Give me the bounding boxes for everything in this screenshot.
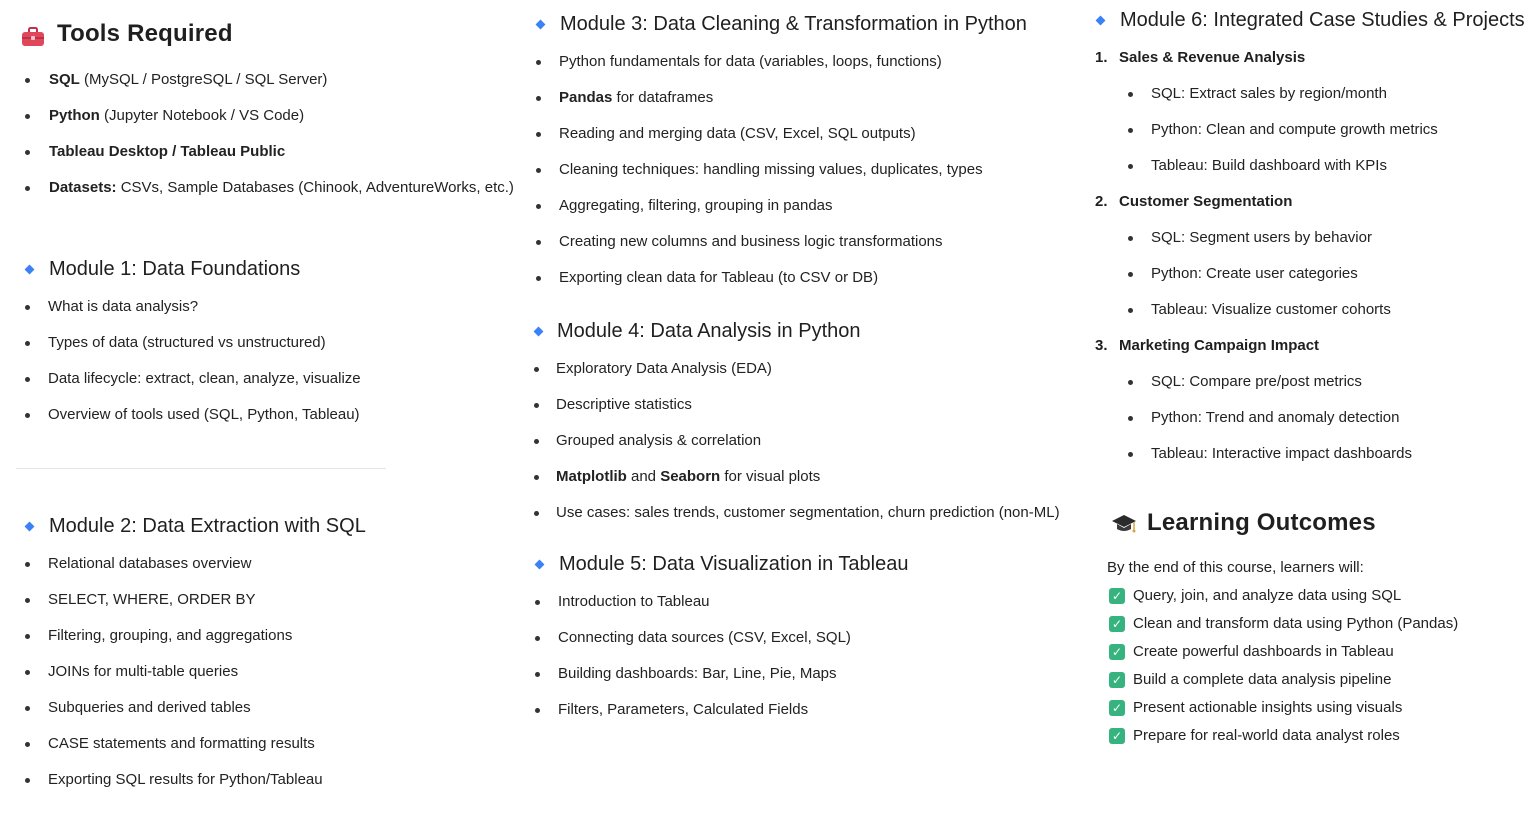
- diamond-icon: [25, 265, 35, 275]
- bullet-icon: [1128, 380, 1133, 385]
- case-item: SQL: Segment users by behavior: [1151, 229, 1372, 246]
- graduation-cap-icon: [1111, 513, 1137, 535]
- module4-item: Descriptive statistics: [556, 396, 692, 413]
- bullet-icon: [1128, 452, 1133, 457]
- toolbox-icon: [21, 27, 45, 47]
- bullet-icon: [535, 708, 540, 713]
- outcome-item: Create powerful dashboards in Tableau: [1133, 643, 1394, 660]
- bullet-icon: [536, 60, 541, 65]
- bullet-icon: [1128, 416, 1133, 421]
- case-number: 3.: [1095, 337, 1108, 354]
- bullet-icon: [535, 600, 540, 605]
- case-item: SQL: Extract sales by region/month: [1151, 85, 1387, 102]
- module6-title: Module 6: Integrated Case Studies & Projects: [1120, 9, 1525, 31]
- bullet-icon: [536, 204, 541, 209]
- case-title: Sales & Revenue Analysis: [1119, 49, 1306, 66]
- check-icon: ✓: [1109, 616, 1125, 632]
- module5-item: Introduction to Tableau: [558, 593, 710, 610]
- module3-item: Aggregating, filtering, grouping in pandas: [559, 197, 833, 214]
- module2-item: Relational databases overview: [48, 555, 252, 572]
- module2-item: CASE statements and formatting results: [48, 735, 315, 752]
- outcome-item: Present actionable insights using visuals: [1133, 699, 1403, 716]
- bullet-icon: [536, 168, 541, 173]
- module3-item: Python fundamentals for data (variables, loops, functions): [559, 53, 942, 70]
- bullet-icon: [1128, 308, 1133, 313]
- bullet-icon: [25, 305, 30, 310]
- module1-title: Module 1: Data Foundations: [49, 258, 301, 280]
- outcome-item: Build a complete data analysis pipeline: [1133, 671, 1392, 688]
- check-icon: ✓: [1109, 644, 1125, 660]
- module2-title: Module 2: Data Extraction with SQL: [49, 515, 366, 537]
- bullet-icon: [536, 132, 541, 137]
- module1-item: Data lifecycle: extract, clean, analyze, visualize: [48, 370, 361, 387]
- diamond-icon: [535, 560, 545, 570]
- module3-item: Pandas for dataframes: [559, 89, 714, 106]
- module3-item: Creating new columns and business logic transformations: [559, 233, 943, 250]
- check-icon: ✓: [1109, 700, 1125, 716]
- bullet-icon: [25, 377, 30, 382]
- bullet-icon: [1128, 236, 1133, 241]
- check-icon: ✓: [1109, 672, 1125, 688]
- bullet-icon: [1128, 272, 1133, 277]
- bullet-icon: [25, 778, 30, 783]
- module2-item: Exporting SQL results for Python/Tableau: [48, 771, 323, 788]
- case-number: 2.: [1095, 193, 1108, 210]
- bullet-icon: [534, 475, 539, 480]
- module3-item: Reading and merging data (CSV, Excel, SQL outputs): [559, 125, 916, 142]
- case-item: Tableau: Interactive impact dashboards: [1151, 445, 1412, 462]
- bullet-icon: [534, 439, 539, 444]
- module1-item: Overview of tools used (SQL, Python, Tableau): [48, 406, 360, 423]
- case-item: SQL: Compare pre/post metrics: [1151, 373, 1362, 390]
- bullet-icon: [25, 562, 30, 567]
- module2-item: SELECT, WHERE, ORDER BY: [48, 591, 256, 608]
- bullet-icon: [1128, 128, 1133, 133]
- case-number: 1.: [1095, 49, 1108, 66]
- outcome-item: Clean and transform data using Python (Pandas): [1133, 615, 1459, 632]
- tools-title: Tools Required: [57, 20, 233, 47]
- module5-item: Connecting data sources (CSV, Excel, SQL): [558, 629, 851, 646]
- bullet-icon: [534, 367, 539, 372]
- tools-item: SQL (MySQL / PostgreSQL / SQL Server): [49, 71, 328, 88]
- case-item: Tableau: Build dashboard with KPIs: [1151, 157, 1387, 174]
- bullet-icon: [535, 672, 540, 677]
- module3-item: Cleaning techniques: handling missing values, duplicates, types: [559, 161, 983, 178]
- tools-item: Python (Jupyter Notebook / VS Code): [49, 107, 305, 124]
- diamond-icon: [534, 327, 544, 337]
- module4-item: Matplotlib and Seaborn for visual plots: [556, 468, 821, 485]
- module3-item: Exporting clean data for Tableau (to CSV or DB): [559, 269, 879, 286]
- bullet-icon: [25, 114, 30, 119]
- bullet-icon: [25, 706, 30, 711]
- module4-title: Module 4: Data Analysis in Python: [557, 320, 861, 342]
- module1-item: What is data analysis?: [48, 298, 199, 315]
- case-title: Customer Segmentation: [1119, 193, 1293, 210]
- outcome-item: Query, join, and analyze data using SQL: [1133, 587, 1402, 604]
- bullet-icon: [536, 240, 541, 245]
- bullet-icon: [1128, 164, 1133, 169]
- bullet-icon: [25, 186, 30, 191]
- module3-title: Module 3: Data Cleaning & Transformation in Python: [560, 13, 1027, 35]
- outcome-item: Prepare for real-world data analyst roles: [1133, 727, 1400, 744]
- module2-item: JOINs for multi-table queries: [48, 663, 239, 680]
- case-title: Marketing Campaign Impact: [1119, 337, 1320, 354]
- divider: [16, 468, 386, 469]
- module2-item: Subqueries and derived tables: [48, 699, 251, 716]
- bullet-icon: [25, 634, 30, 639]
- diamond-icon: [536, 20, 546, 30]
- module5-item: Filters, Parameters, Calculated Fields: [558, 701, 809, 718]
- bullet-icon: [1128, 92, 1133, 97]
- module1-item: Types of data (structured vs unstructured): [48, 334, 326, 351]
- check-icon: ✓: [1109, 588, 1125, 604]
- bullet-icon: [25, 598, 30, 603]
- module2-item: Filtering, grouping, and aggregations: [48, 627, 293, 644]
- bullet-icon: [25, 78, 30, 83]
- bullet-icon: [536, 96, 541, 101]
- bullet-icon: [25, 670, 30, 675]
- case-item: Python: Create user categories: [1151, 265, 1358, 282]
- tools-item: Datasets: CSVs, Sample Databases (Chinook, AdventureWorks, etc.): [49, 179, 514, 196]
- outcomes-intro: By the end of this course, learners will:: [1107, 559, 1364, 576]
- module4-item: Grouped analysis & correlation: [556, 432, 762, 449]
- bullet-icon: [25, 341, 30, 346]
- diamond-icon: [25, 522, 35, 532]
- case-item: Python: Clean and compute growth metrics: [1151, 121, 1438, 138]
- bullet-icon: [536, 276, 541, 281]
- case-item: Tableau: Visualize customer cohorts: [1151, 301, 1391, 318]
- module5-item: Building dashboards: Bar, Line, Pie, Maps: [558, 665, 837, 682]
- bullet-icon: [534, 403, 539, 408]
- case-item: Python: Trend and anomaly detection: [1151, 409, 1400, 426]
- diamond-icon: [1096, 16, 1106, 26]
- bullet-icon: [535, 636, 540, 641]
- check-icon: ✓: [1109, 728, 1125, 744]
- tools-item: Tableau Desktop / Tableau Public: [49, 143, 286, 160]
- bullet-icon: [534, 511, 539, 516]
- bullet-icon: [25, 150, 30, 155]
- module4-item: Exploratory Data Analysis (EDA): [556, 360, 772, 377]
- module4-item: Use cases: sales trends, customer segmentation, churn prediction (non-ML): [556, 504, 1060, 521]
- bullet-icon: [25, 742, 30, 747]
- module5-title: Module 5: Data Visualization in Tableau: [559, 553, 909, 575]
- outcomes-title: Learning Outcomes: [1147, 509, 1376, 536]
- bullet-icon: [25, 413, 30, 418]
